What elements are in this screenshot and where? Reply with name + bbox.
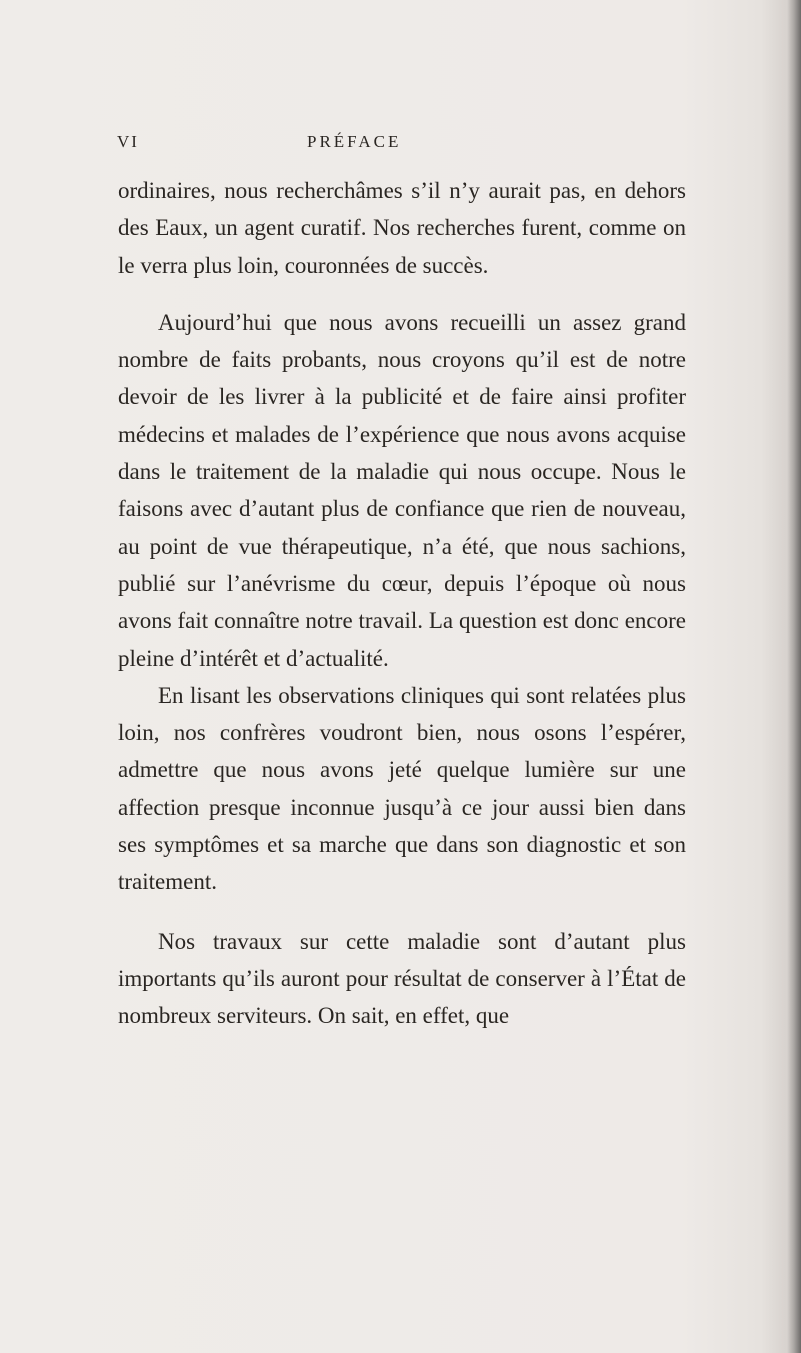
body-text [118,172,686,1035]
page-edge-shadow [787,0,801,1353]
paragraph-3: En lisant les observations cliniques qui sont relatées plus loin, nos confrères voudront bien, nous osons l’espérer, admettre que nous avons jeté quelque lumière sur une affection presque inconnue jusqu’à ce jour aussi bien dans ses symptômes et sa marche que dans son diagnostic et son traitement. [118,682,686,895]
paragraph-1: ordinaires, nous recherchâmes s’il n’y aurait pas, en dehors des Eaux, un agent curatif. Nos recherches furent, comme on le verra plus loin, couronnées de succès. [118,178,686,278]
paragraph-4: Nos travaux sur cette maladie sont d’autant plus importants qu’ils auront pour résultat de conserver à l’État de nombreux serviteurs. On sait, en effet, que [118,928,686,1029]
page-header [117,132,687,158]
running-title: PRÉFACE [307,132,402,151]
paragraph-2: Aujourd’hui que nous avons recueilli un assez grand nombre de faits probants, nous croyons qu’il est de notre devoir de les livrer à la publicité et de faire ainsi profiter médecins et malades de l’expérience que nous avons acquise dans le traitement de la maladie qui nous occupe. Nous le faisons avec d’autant plus de confiance que rien de nouveau, au point de vue thérapeutique, n’a été, que nous sachions, publié sur l’anévrisme du cœur, depuis l’époque où nous avons fait connaître notre travail. La question est donc encore pleine d’intérêt et d’actualité. [118,309,686,671]
page-number: VI [117,132,139,151]
